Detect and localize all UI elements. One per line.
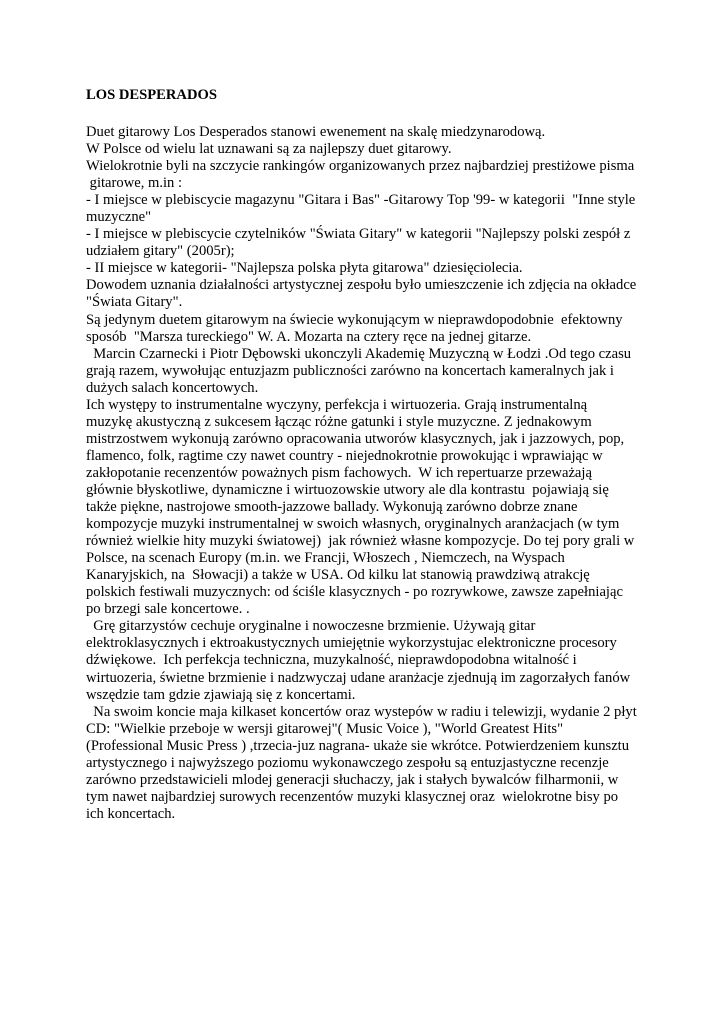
body-line: Są jedynym duetem gitarowym na świecie wykonującym w nieprawdopodobnie efektowny [86,311,623,328]
body-line: tym nawet najbardziej surowych recenzentów muzyki klasycznej oraz wielokrotne bisy po [86,788,619,805]
document-page [86,87,676,823]
body-line: "Świata Gitary". [86,294,183,311]
body-line: ich koncertach. [86,805,176,822]
body-line: głównie błyskotliwe, dynamiczne i wirtuozowskie utwory ale dla kontrastu pojawiają się [86,481,609,498]
body-line: muzykę akustyczną z sukcesem łącząc różne gatunki i style muzyczne. Z jednakowym [86,413,592,430]
document-title: LOS DESPERADOS [86,87,217,103]
body-line: W Polsce od wielu lat uznawani są za najlepszy duet gitarowy. [86,141,452,158]
body-line: wszędzie tam gdzie zjawiają się z koncertami. [86,686,356,703]
body-line: - I miejsce w plebiscycie magazynu "Gitara i Bas" -Gitarowy Top '99- w kategorii "Inne style [86,192,636,209]
body-line: kompozycje muzyki instrumentalnej w swoich własnych, oryginalnych aranżacjach (w tym [86,516,620,533]
body-line: zakłopotanie recenzentów poważnych pism fachowych. W ich repertuarze przeważają [86,464,592,481]
body-line: Grę gitarzystów cechuje oryginalne i nowoczesne brzmienie. Używają gitar [86,618,536,635]
body-line: Polsce, na scenach Europy (m.in. we Francji, Włoszech , Niemczech, na Wyspach [86,550,565,567]
body-line: po brzegi sale koncertowe. . [86,601,250,618]
body-line: - II miejsce w kategorii- "Najlepsza polska płyta gitarowa" dziesięciolecia. [86,260,523,277]
body-line: muzyczne" [86,209,152,226]
body-line: Wielokrotnie byli na szczycie rankingów organizowanych przez najbardziej prestiżowe pisma [86,158,635,175]
body-line: Marcin Czarnecki i Piotr Dębowski ukonczyli Akademię Muzyczną w Łodzi .Od tego czasu [86,345,632,362]
body-line: Dowodem uznania działalności artystycznej zespołu było umieszczenie ich zdjęcia na okładce [86,277,637,294]
document-body [86,124,676,823]
body-line: flamenco, folk, ragtime czy nawet country - niejednokrotnie prowokując i wprawiając w [86,447,603,464]
body-line: dźwiękowe. Ich perfekcja techniczna, muzykalność, nieprawdopodobna witalność i [86,652,577,669]
body-line: również wielkie hity muzyki światowej) jak również własne kompozycje. Do tej pory grali w [86,533,635,550]
body-line: sposób "Marsza tureckiego" W. A. Mozarta na cztery ręce na jednej gitarze. [86,328,532,345]
body-line: dużych salach koncertowych. [86,379,259,396]
body-line: Duet gitarowy Los Desperados stanowi ewenement na skalę miedzynarodową. [86,124,546,140]
body-line: Kanaryjskich, na Słowacji) a także w USA. Od kilku lat stanowią prawdziwą atrakcję [86,567,590,584]
body-line: Ich występy to instrumentalne wyczyny, perfekcja i wirtuozeria. Grają instrumentalną [86,396,588,413]
body-line: mistrzostwem wykonują zarówno opracowania utworów klasycznych, jak i jazzowych, pop, [86,430,625,447]
body-line: gitarowe, m.in : [86,175,183,192]
body-line: grają razem, wywołując entuzjazm publiczności zarówno na koncertach kameralnych jak i [86,362,614,379]
body-line: (Professional Music Press ) ,trzecia-juz nagrana- ukaże sie wkrótce. Potwierdzeniem kunsztu [86,737,630,754]
body-line: polskich festiwali muzycznych: od ściśle klasycznych - po rozrywkowe, zawsze zapełniając [86,584,623,601]
body-line: artystycznego i najwyższego poziomu wykonawczego zespołu są entuzjastyczne recenzje [86,754,609,771]
body-line: Na swoim koncie maja kilkaset koncertów oraz wystepów w radiu i telewizji, wydanie 2 płyt [86,703,637,720]
body-line: CD: "Wielkie przeboje w wersji gitarowej"( Music Voice ), "World Greatest Hits" [86,720,564,737]
body-line: wirtuozeria, świetne brzmienie i nadzwyczaj udane aranżacje zjednują im zagorzałych fanów [86,669,631,686]
body-line: także piękne, nastrojowe smooth-jazzowe ballady. Wykonują zarówno dobrze znane [86,499,578,516]
body-line: udziałem gitary" (2005r); [86,243,235,260]
body-line: - I miejsce w plebiscycie czytelników "Świata Gitary" w kategorii "Najlepszy polski zespół z [86,226,631,243]
body-line: zarówno przedstawicieli mlodej generacji słuchaczy, jak i stałych bywalców filharmonii, w [86,771,619,788]
body-line: elektroklasycznych i ektroakustycznych umiejętnie wykorzystujac elektroniczne procesory [86,635,617,652]
